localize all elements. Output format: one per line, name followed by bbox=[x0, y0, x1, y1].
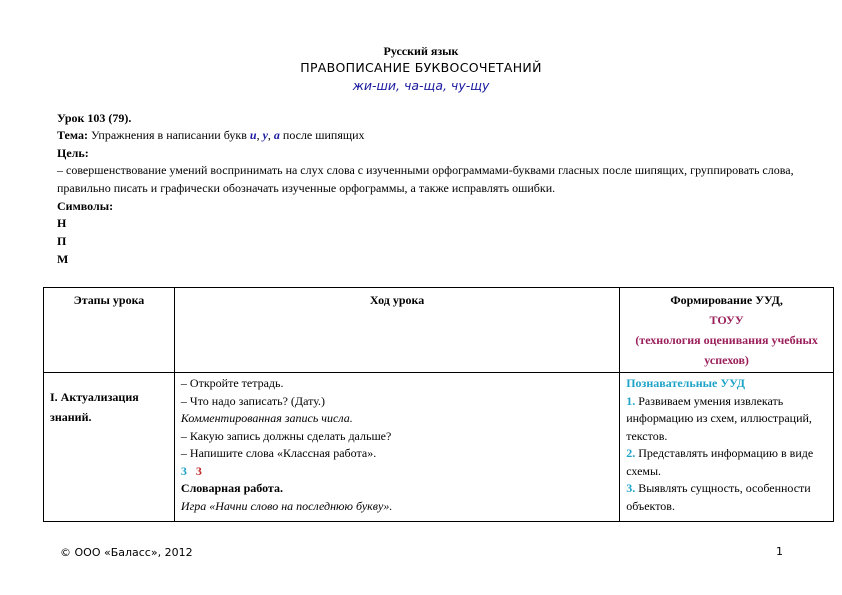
header-course: Ход урока bbox=[174, 288, 619, 373]
lesson-number-text: Урок 103 (79). bbox=[57, 111, 132, 125]
lesson-number bbox=[57, 110, 797, 128]
header-uud-technology: (технология оценивания учебных успехов) bbox=[635, 333, 818, 367]
theme-text-a: Упражнения в написании букв bbox=[87, 128, 250, 142]
uud-item-num: 1. bbox=[626, 393, 636, 408]
course-line: – Что надо записать? (Дату.) bbox=[180, 393, 326, 408]
header-uud-title: Формирование УУД, bbox=[670, 293, 783, 307]
sep-1: , bbox=[256, 128, 263, 142]
letter-i: и bbox=[249, 128, 257, 142]
sep-2: , bbox=[267, 128, 274, 142]
symbol-p: П bbox=[57, 234, 67, 248]
vocab-game: Игра «Начни слово на последнюю букву». bbox=[180, 498, 393, 513]
page-number: 1 bbox=[776, 545, 783, 558]
goal-text: – совершенствование умений воспринимать на слух слова с изученными орфограммами-буквами гласных после шипящих, группировать слова, правильно писать и графически обозначать изученные орфограммы, а также исправлять ошибки. bbox=[57, 163, 794, 195]
uud-item bbox=[626, 480, 827, 515]
course-line: – Откройте тетрадь. bbox=[180, 376, 284, 390]
vocab-title: Словарная работа. bbox=[180, 481, 283, 495]
goal-label bbox=[57, 145, 797, 163]
table-row bbox=[44, 373, 834, 522]
uud-item-num: 2. bbox=[626, 446, 636, 460]
footer-copyright: © ООО «Баласс», 2012 bbox=[60, 546, 193, 559]
uud-cell bbox=[620, 373, 834, 522]
lesson-theme bbox=[57, 127, 797, 145]
table-header-row bbox=[44, 288, 834, 373]
theme-text-b: после шипящих bbox=[279, 128, 365, 142]
goal-label-text: Цель: bbox=[57, 146, 89, 160]
uud-item-num: 3. bbox=[626, 481, 636, 495]
course-cell bbox=[174, 373, 619, 522]
uud-item bbox=[626, 445, 827, 480]
uud-item bbox=[626, 393, 827, 446]
course-line: – Какую запись должны сделать дальше? bbox=[180, 428, 392, 443]
course-line: Комментированная запись числа. bbox=[180, 411, 353, 425]
cell-numbers bbox=[181, 463, 613, 481]
symbols-label-text: Символы: bbox=[57, 199, 114, 213]
theme-label: Тема: bbox=[57, 128, 88, 142]
letter-combinations: жи-ши, ча-ща, чу-щу bbox=[352, 78, 490, 93]
uud-title: Познавательные УУД bbox=[626, 376, 746, 390]
number-cyan: 3 bbox=[180, 463, 187, 478]
header-stages: Этапы урока bbox=[44, 288, 175, 373]
number-red: 3 bbox=[195, 463, 202, 478]
symbol-n: Н bbox=[57, 216, 67, 230]
subject-title: Русский язык bbox=[383, 44, 459, 58]
uud-item-text: Представлять информацию в виде схемы. bbox=[626, 446, 814, 478]
uud-item-text: Развиваем умения извлекать информацию из схем, иллюстраций, текстов. bbox=[626, 393, 812, 443]
letter-u: у bbox=[262, 128, 268, 142]
header-uud bbox=[620, 288, 834, 373]
header-uud-touu: ТОУУ bbox=[709, 313, 744, 327]
course-line: – Напишите слова «Классная работа». bbox=[180, 446, 377, 460]
document-title: ПРАВОПИСАНИЕ БУКВОСОЧЕТАНИЙ bbox=[300, 60, 542, 75]
uud-item-text: Выявлять сущность, особенности объектов. bbox=[626, 481, 811, 513]
symbol-m: М bbox=[57, 252, 69, 266]
letter-a: а bbox=[273, 128, 280, 142]
lesson-table bbox=[43, 287, 834, 522]
symbols-label bbox=[57, 198, 797, 216]
stage-cell: I. Актуализация знаний. bbox=[44, 373, 175, 522]
